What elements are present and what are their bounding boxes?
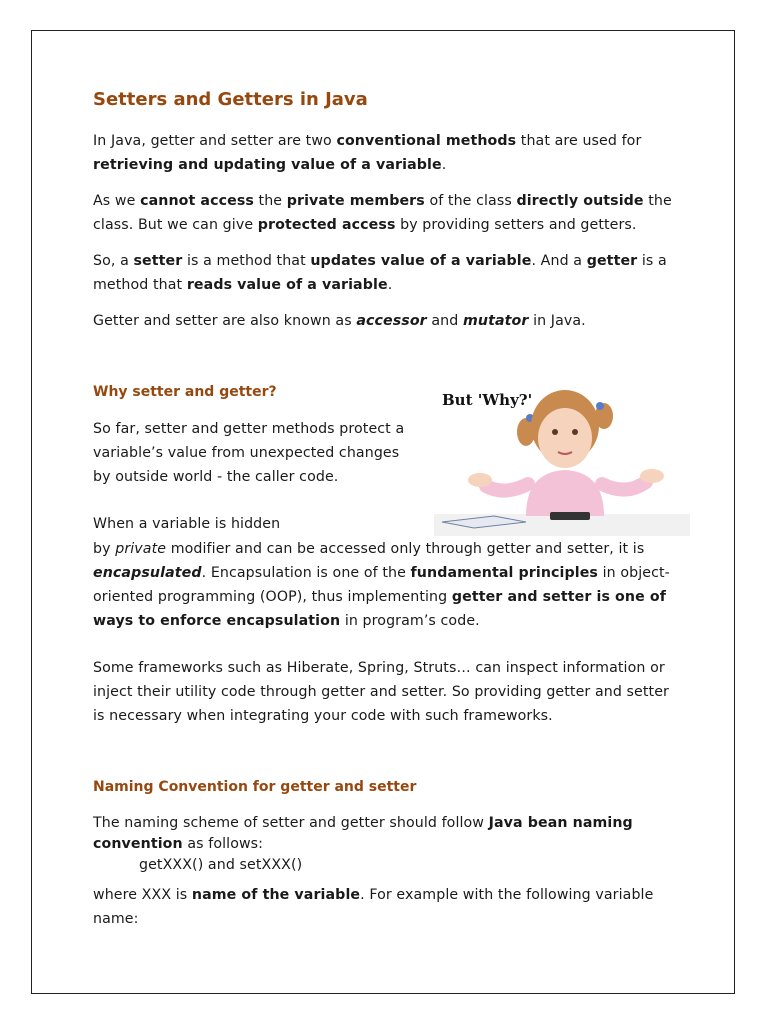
intro-paragraph-3: So, a setter is a method that updates value of a variable. And a getter is a method that reads value of a variable. [93, 253, 667, 293]
naming-code-example: getXXX() and setXXX() [139, 857, 303, 873]
naming-heading: Naming Convention for getter and setter [93, 779, 417, 795]
why-paragraph-2-line-1: When a variable is hidden [93, 516, 281, 532]
intro-paragraph-2: As we cannot access the private members of the class directly outside the class. But we can give protected access by providing setters and getters. [93, 193, 672, 233]
naming-paragraph-1: The naming scheme of setter and getter should follow Java bean naming convention as follows: getXXX() and setXXX() [93, 815, 633, 873]
intro-paragraph-1: In Java, getter and setter are two conventional methods that are used for retrieving and updating value of a variable. [93, 133, 642, 173]
page-title: Setters and Getters in Java [93, 89, 368, 110]
child-shrugging-illustration [434, 376, 690, 536]
why-paragraph-1: So far, setter and getter methods protect a variable’s value from unexpected changes by outside world - the caller code. [93, 421, 405, 485]
image-caption: But 'Why?' [442, 391, 533, 409]
intro-paragraph-4: Getter and setter are also known as accessor and mutator in Java. [93, 313, 586, 329]
why-heading: Why setter and getter? [93, 384, 277, 400]
why-paragraph-2: by private modifier and can be accessed only through getter and setter, it is encapsulated. Encapsulation is one of the fundamental principles in object-oriented programming (OOP), thus implementing getter and setter is one of ways to enforce encapsulation in program’s code. [93, 541, 670, 629]
why-paragraph-3: Some frameworks such as Hiberate, Spring, Struts… can inspect information or inject their utility code through getter and setter. So providing getter and setter is necessary when integrating your code with such frameworks. [93, 660, 669, 724]
naming-paragraph-2: where XXX is name of the variable. For example with the following variable name: [93, 887, 654, 927]
